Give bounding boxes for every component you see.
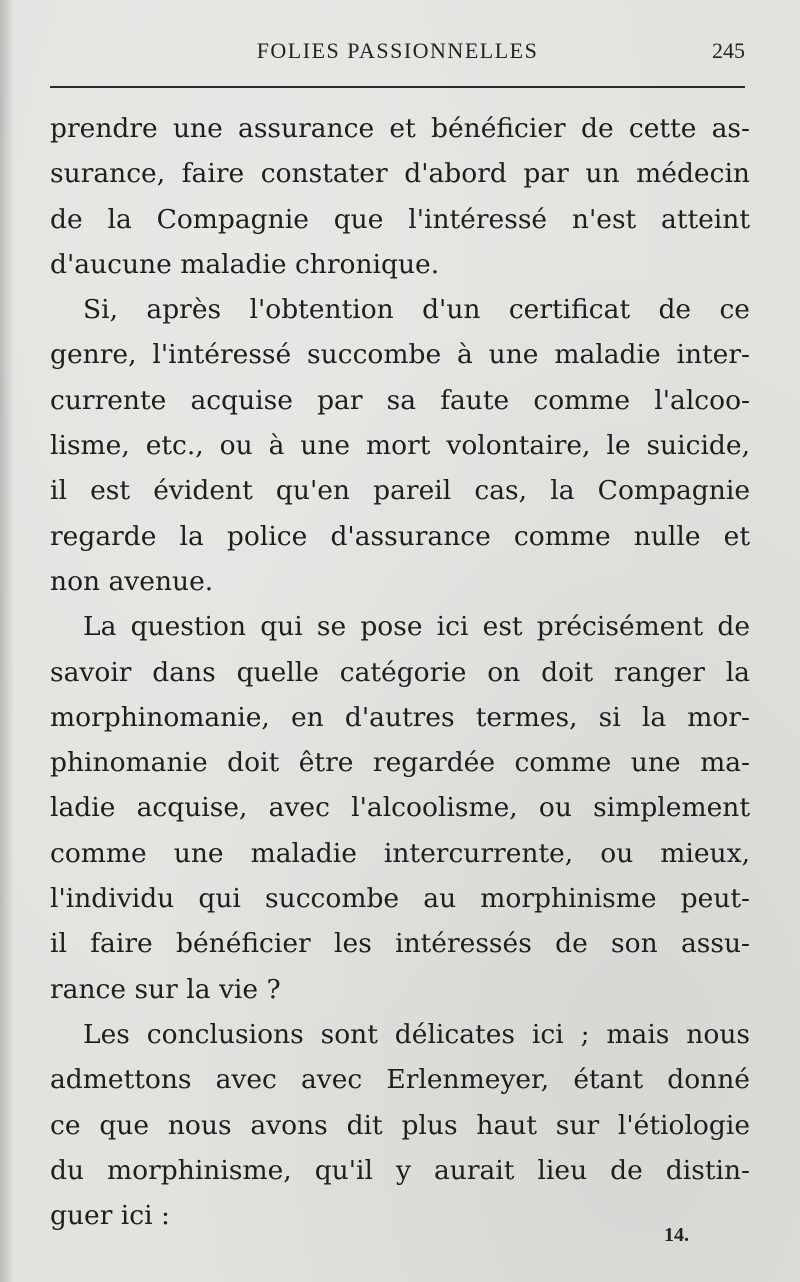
signature-mark: 14.	[664, 1224, 689, 1246]
page-number: 245	[712, 38, 745, 63]
text-line: il faire bénéficier les intéressés de son assu-	[50, 928, 750, 960]
text-line: genre, l'intéressé succombe à une maladie inter-	[50, 339, 750, 371]
text-line: lisme, etc., ou à une mort volontaire, le suicide,	[50, 430, 750, 462]
text-line: il est évident qu'en pareil cas, la Compagnie	[50, 475, 750, 507]
text-line: non avenue.	[50, 565, 214, 597]
text-line: surance, faire constater d'abord par un médecin	[50, 158, 750, 190]
text-line: ladie acquise, avec l'alcoolisme, ou simplement	[50, 792, 750, 824]
text-line: guer ici :	[50, 1200, 170, 1232]
header-rule	[50, 86, 745, 88]
running-title: FOLIES PASSIONNELLES	[256, 38, 539, 63]
text-line: phinomanie doit être regardée comme une ma-	[50, 747, 750, 779]
text-line: savoir dans quelle catégorie on doit ranger la	[50, 656, 750, 688]
text-line: l'individu qui succombe au morphinisme peut-	[50, 883, 750, 915]
page-header	[50, 38, 745, 78]
text-line: du morphinisme, qu'il y aurait lieu de distin-	[50, 1154, 750, 1186]
text-line: d'aucune maladie chronique.	[50, 248, 440, 280]
text-line: Si, après l'obtention d'un certificat de ce	[83, 294, 750, 326]
text-line: de la Compagnie que l'intéressé n'est atteint	[50, 203, 750, 235]
page-gutter-shadow	[0, 0, 14, 1282]
text-line: La question qui se pose ici est précisément de	[83, 611, 750, 643]
text-line: regarde la police d'assurance comme nulle et	[50, 520, 750, 552]
text-line: rance sur la vie ?	[50, 973, 281, 1005]
text-line: currente acquise par sa faute comme l'alcoo-	[50, 384, 750, 416]
body-text	[50, 106, 750, 1238]
text-line: ce que nous avons dit plus haut sur l'étiologie	[50, 1109, 750, 1141]
text-line: comme une maladie intercurrente, ou mieux,	[50, 837, 750, 869]
text-line: admettons avec avec Erlenmeyer, étant donné	[50, 1064, 750, 1096]
text-line: prendre une assurance et bénéficier de cette as-	[50, 113, 750, 144]
text-line: Les conclusions sont délicates ici ; mais nous	[83, 1018, 750, 1050]
text-line: morphinomanie, en d'autres termes, si la mor-	[50, 701, 750, 733]
